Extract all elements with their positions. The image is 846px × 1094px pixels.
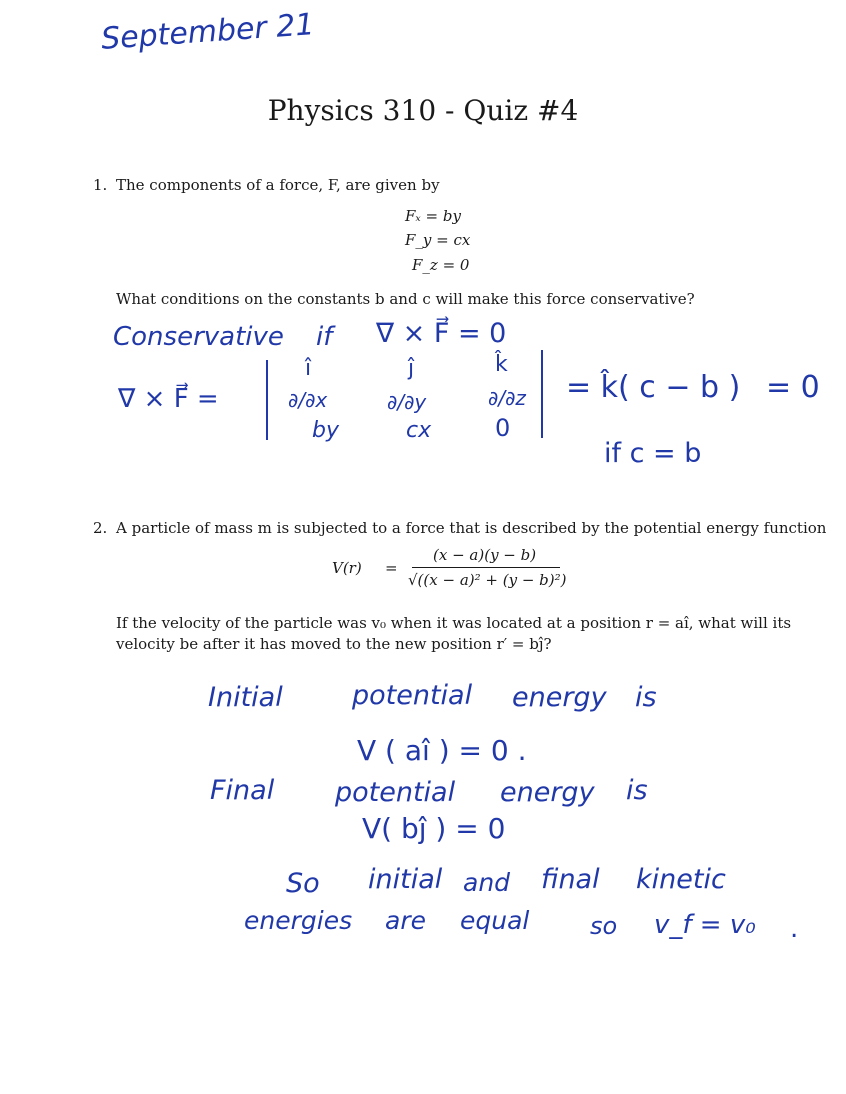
q2-ans-v-initial: V ( aî ) = 0 . — [357, 734, 527, 767]
q2-denominator: √((x − a)² + (y − b)²) — [408, 571, 567, 589]
det-zero: 0 — [495, 414, 511, 442]
det-k-hat: k̂ — [495, 352, 508, 377]
det-by: by — [312, 418, 339, 443]
det-cx: cx — [406, 418, 432, 443]
fraction-line — [412, 567, 560, 568]
q2-ans-is: is — [635, 682, 657, 713]
q1-ans-conservative: Conservative — [113, 322, 284, 352]
q1-fx: Fₓ = by — [405, 207, 461, 225]
q2-ans-energies: energies — [244, 906, 353, 935]
q2-ans-energy-2: energy — [500, 777, 595, 808]
det-j-hat: ĵ — [408, 356, 415, 381]
q1-fy: F_y = cx — [405, 231, 471, 249]
q2-ans-is-2: is — [626, 775, 648, 806]
q2-ans-kinetic: kinetic — [636, 864, 726, 895]
q2-ans-potential-2: potential — [335, 777, 456, 808]
q2-ans-final-2: final — [541, 864, 600, 895]
q2-number: 2. — [93, 519, 108, 537]
q2-v-equals: = — [385, 559, 398, 577]
curl-equals-zero: = 0 — [766, 370, 820, 405]
det-d-dy: ∂/∂y — [387, 390, 427, 414]
q2-ans-energy: energy — [512, 682, 607, 713]
q2-ans-equal: equal — [460, 906, 530, 935]
q1-prompt: The components of a force, F, are given by — [116, 176, 440, 194]
q2-ans-so-2: so — [590, 912, 618, 940]
q2-ans-initial-2: initial — [368, 864, 443, 895]
q1-ans-if: if — [316, 322, 333, 352]
q2-question-line1: If the velocity of the particle was v₀ when it was located at a position r = aî, what will its — [116, 614, 792, 632]
curl-result: = k̂( c − b ) — [566, 370, 741, 405]
q2-ans-potential: potential — [352, 680, 473, 711]
q2-ans-v-final: V( bĵ ) = 0 — [362, 812, 506, 845]
q2-ans-period: . — [790, 914, 799, 944]
q2-ans-initial: Initial — [208, 682, 283, 713]
q2-question-line2: velocity be after it has moved to the new position r′ = bĵ? — [116, 635, 552, 653]
det-left-bar — [266, 360, 268, 440]
q1-fz: F_z = 0 — [412, 256, 470, 274]
q2-ans-vf-equals-v0: v_f = v₀ — [654, 910, 756, 940]
curl-lhs: ∇ × F⃗ = — [118, 384, 219, 414]
q2-numerator: (x − a)(y − b) — [433, 546, 537, 564]
q1-condition: if c = b — [604, 438, 702, 469]
q2-prompt: A particle of mass m is subjected to a force that is described by the potential energy function — [116, 519, 827, 537]
q2-v-lhs: V(r) — [332, 559, 362, 577]
q1-question: What conditions on the constants b and c will make this force conservative? — [116, 290, 695, 308]
q1-ans-curl-condition: ∇ × F⃗ = 0 — [376, 318, 507, 349]
q2-ans-and: and — [463, 868, 511, 897]
q2-ans-final: Final — [210, 775, 275, 806]
det-d-dz: ∂/∂z — [488, 386, 526, 410]
det-right-bar — [541, 350, 543, 438]
q2-ans-so: So — [286, 868, 320, 899]
det-i-hat: î — [305, 356, 312, 381]
handwritten-date: September 21 — [100, 7, 316, 57]
q1-number: 1. — [93, 176, 108, 194]
q2-ans-are: are — [385, 906, 426, 935]
page-title: Physics 310 - Quiz #4 — [267, 94, 579, 127]
det-d-dx: ∂/∂x — [288, 388, 328, 412]
